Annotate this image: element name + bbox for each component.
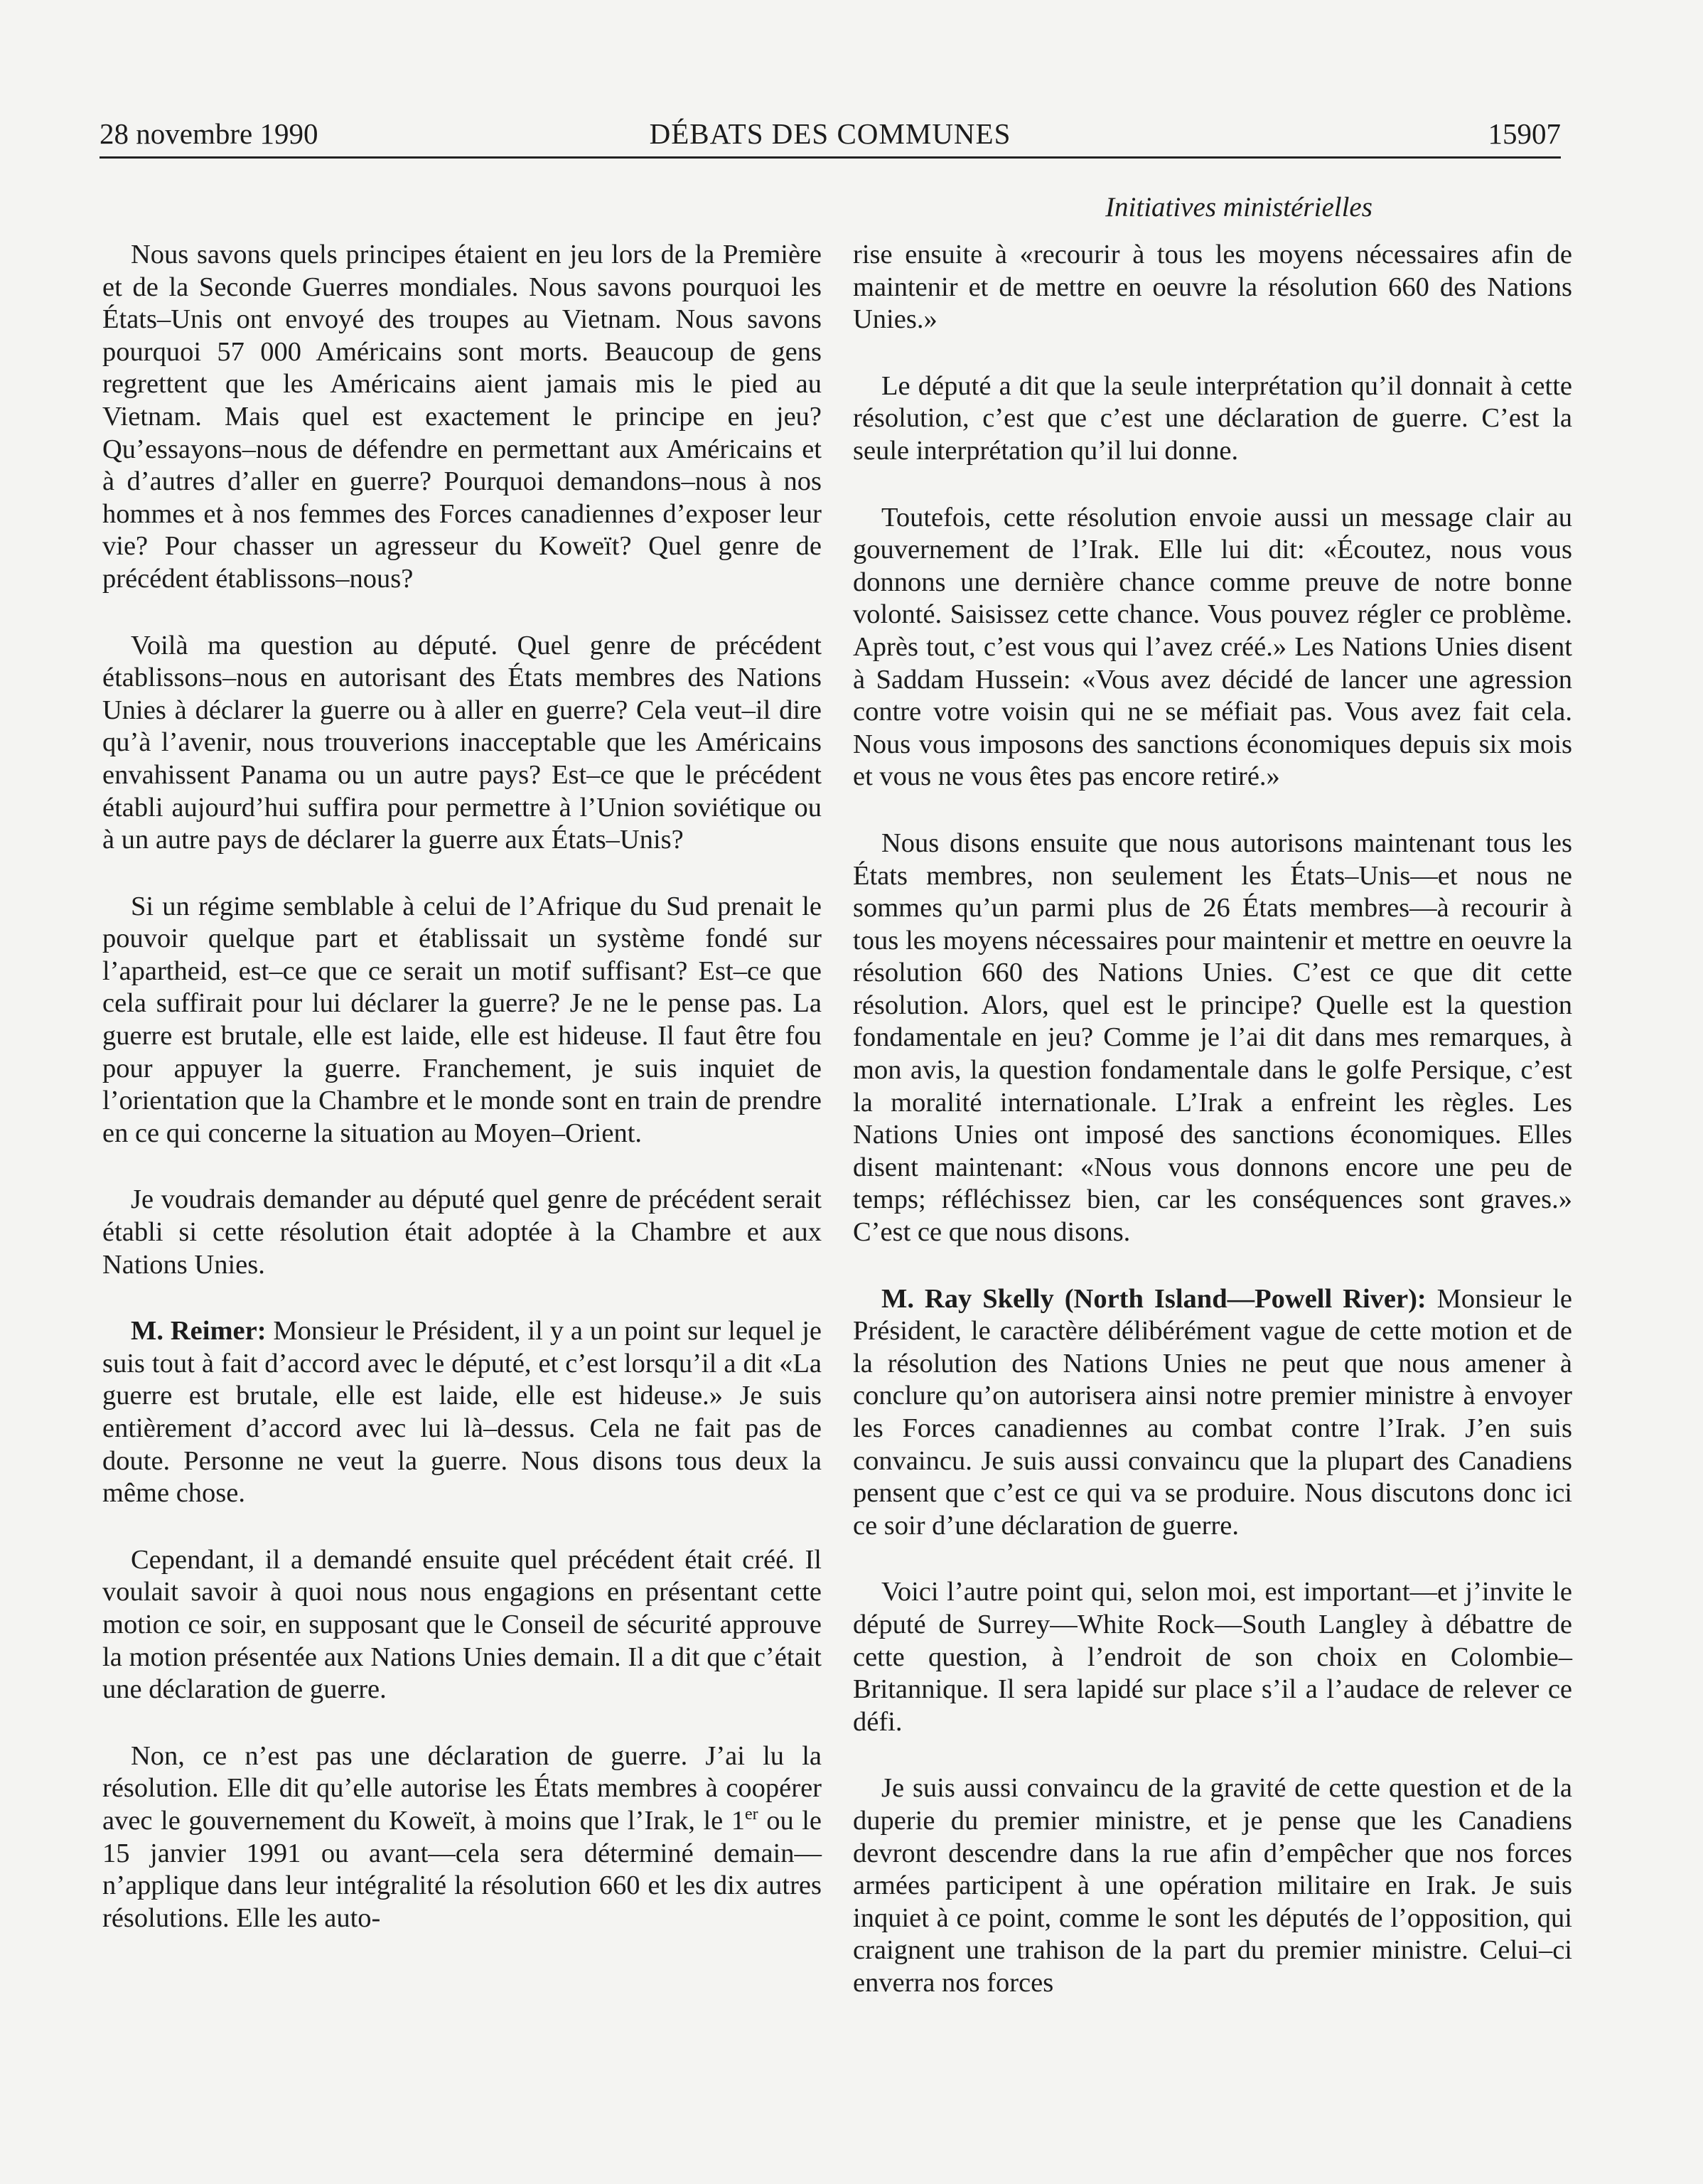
paragraph: Toutefois, cette résolution envoie aussi un message clair au gouvernement de l’Irak. Elle lui dit: «Écoutez, nous vous donnons une dernière chance comme preuve de notre bonne volonté. Saisissez cette chance. Vous pouvez régler ce problème. Après tout, c’est vous qui l’avez créé.» Les Nations Unies disent à Saddam Hussein: «Vous avez décidé de lancer une agression contre votre voisin qui ne se méfiait pas. Vous avez fait cela. Nous vous imposons des sanctions économiques depuis six mois et vous ne vous êtes pas encore retiré.» [853, 502, 1572, 792]
header-rule [100, 156, 1561, 159]
speech-text: Monsieur le Président, il y a un point sur lequel je suis tout à fait d’accord avec le député, et c’est lorsqu’il a dit «La guerre est brutale, elle est laide, elle est hideuse.» Je suis entièrement d’accord avec lui là–dessus. Cela ne fait pas de doute. Personne ne veut la guerre. Nous disons tous deux la même chose. [102, 1316, 822, 1509]
page-number: 15907 [1488, 117, 1561, 150]
paragraph: Nous disons ensuite que nous autorisons maintenant tous les États membres, non seulement les États–Unis—et nous ne sommes qu’un parmi plus de 26 États membres—à recourir à tous les moyens nécessaires pour maintenir et mettre en oeuvre la résolution 660 des Nations Unies. C’est ce que dit cette résolution. Alors, quel est le principe? Quelle est la question fondamentale en jeu? Comme je l’ai dit dans mes remarques, à mon avis, la question fondamentale dans le golfe Persique, c’est la moralité internationale. L’Irak a enfreint les règles. Les Nations Unies ont imposé des sanctions économiques. Elles disent maintenant: «Nous vous donnons encore une peu de temps; réfléchissez bien, car les conséquences sont graves.» C’est ce que nous disons. [853, 828, 1572, 1248]
page-header [100, 114, 1561, 154]
paragraph: Si un régime semblable à celui de l’Afrique du Sud prenait le pouvoir quelque part et établissait un système fondé sur l’apartheid, est–ce que ce serait un motif suffisant? Est–ce que cela suffirait pour lui déclarer la guerre? Je ne le pense pas. La guerre est brutale, elle est laide, elle est hideuse. Il faut être fou pour appuyer la guerre. Franchement, je suis inquiet de l’orientation que la Chambre et le monde sont en train de prendre en ce qui concerne la situation au Moyen–Orient. [102, 891, 822, 1148]
paragraph [102, 1740, 822, 1935]
speech-text: Monsieur le Président, le caractère délibérément vague de cette motion et de la résolution des Nations Unies ne peut que nous amener à conclure qu’on autorisera ainsi notre premier ministre à envoyer les Forces canadiennes au combat contre l’Irak. J’en suis convaincu. Je suis aussi convaincu que la plupart des Canadiens pensent que c’est ce qui va se produire. Nous discutons donc ici ce soir d’une déclaration de guerre. [853, 1283, 1573, 1541]
paragraph [853, 1283, 1572, 1543]
paragraph [102, 1315, 822, 1510]
right-column [853, 239, 1572, 2034]
paragraph: Nous savons quels principes étaient en jeu lors de la Première et de la Seconde Guerres mondiales. Nous savons pourquoi les États–Unis ont envoyé des troupes au Vietnam. Nous savons pourquoi 57 000 Américains sont morts. Beaucoup de gens regrettent que les Américains aient jamais mis le pied au Vietnam. Mais quel est exactement le principe en jeu? Qu’essayons–nous de défendre en permettant aux Américains et à d’autres d’aller en guerre? Pourquoi demandons–nous à nos hommes et à nos femmes des Forces canadiennes d’exposer leur vie? Pour chasser un agresseur du Koweït? Quel genre de précédent établissons–nous? [102, 240, 822, 594]
speaker-name: M. Ray Skelly (North Island—Powell River): [881, 1283, 1427, 1314]
header-date: 28 novembre 1990 [100, 117, 318, 150]
superscript: er [745, 1805, 758, 1824]
header-title: DÉBATS DES COMMUNES [649, 117, 1011, 150]
paragraph: Le député a dit que la seule interprétation qu’il donnait à cette résolution, c’est que c’est une déclaration de guerre. C’est la seule interprétation qu’il lui donne. [853, 370, 1572, 466]
paragraph-text: Non, ce n’est pas une déclaration de guerre. J’ai lu la résolution. Elle dit qu’elle autorise les États membres à coopérer avec le gouvernement du Koweït, à moins que l’Irak, le 1 [102, 1740, 822, 1836]
paragraph: Je voudrais demander au député quel genre de précédent serait établi si cette résolution était adoptée à la Chambre et aux Nations Unies. [102, 1184, 822, 1280]
speaker-name: M. Reimer: [131, 1316, 267, 1347]
left-column [102, 239, 822, 1969]
paragraph: rise ensuite à «recourir à tous les moyens nécessaires afin de maintenir et de mettre en oeuvre la résolution 660 des Nations Unies.» [853, 240, 1572, 335]
paragraph: Je suis aussi convaincu de la gravité de cette question et de la duperie du premier ministre, et je pense que les Canadiens devront descendre dans la rue afin d’empêcher que nos forces armées participent à une opération militaire en Irak. Je suis inquiet à ce point, comme le sont les députés de l’opposition, qui craignent une trahison de la part du premier ministre. Celui–ci enverra nos forces [853, 1773, 1572, 1998]
paragraph-text: ou le 15 janvier 1991 ou avant—cela sera déterminé demain—n’applique dans leur intégralité la résolution 660 et les dix autres résolutions. Elle les auto- [102, 1805, 822, 1933]
section-title: Initiatives ministérielles [1105, 192, 1372, 223]
paragraph: Voilà ma question au député. Quel genre de précédent établissons–nous en autorisant des États membres des Nations Unies à déclarer la guerre ou à aller en guerre? Cela veut–il dire qu’à l’avenir, nous trouverions inacceptable que les Américains envahissent Panama ou un autre pays? Est–ce que le précédent établi aujourd’hui suffira pour permettre à l’Union soviétique ou à un autre pays de déclarer la guerre aux États–Unis? [102, 630, 822, 855]
paragraph: Voici l’autre point qui, selon moi, est important—et j’invite le député de Surrey—White Rock—South Langley à débattre de cette question, à l’endroit de son choix en Colombie–Britannique. Il sera lapidé sur place s’il a l’audace de relever ce défi. [853, 1577, 1572, 1737]
paragraph: Cependant, il a demandé ensuite quel précédent était créé. Il voulait savoir à quoi nous nous engagions en présentant cette motion ce soir, en supposant que le Conseil de sécurité approuve la motion présentée aux Nations Unies demain. Il a dit que c’était une déclaration de guerre. [102, 1544, 822, 1705]
